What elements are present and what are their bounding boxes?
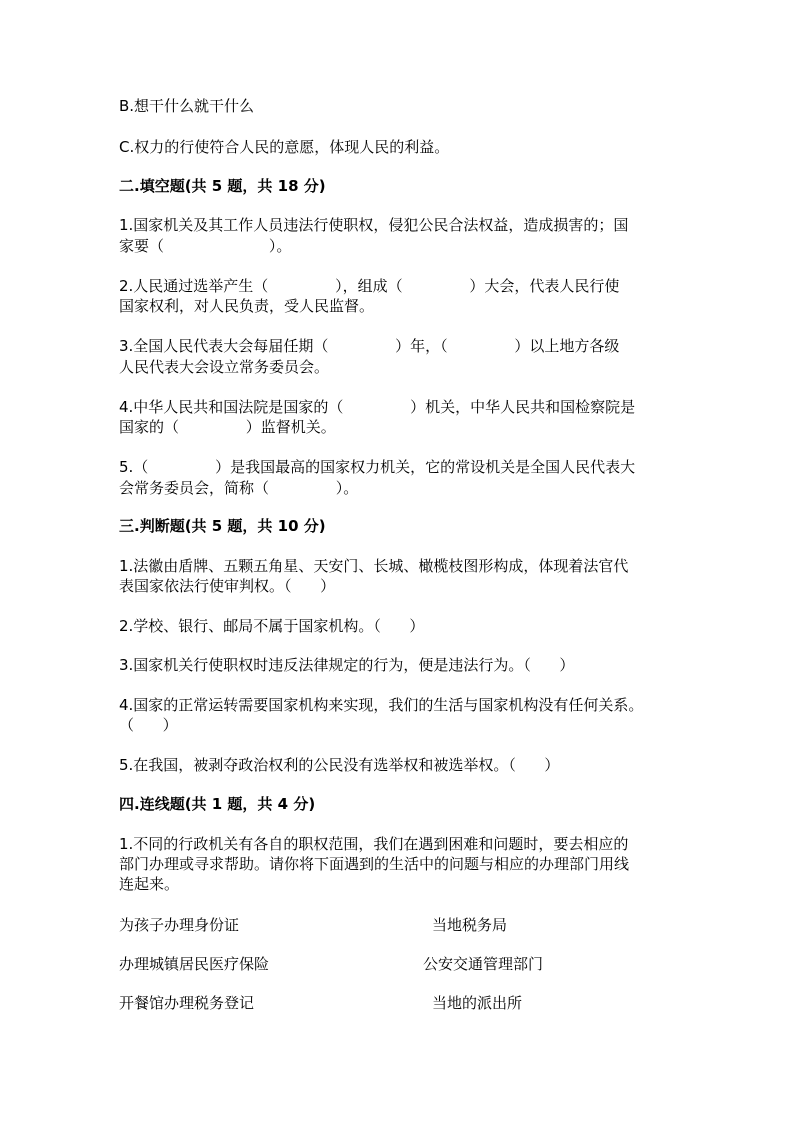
match-q1-line1: 1.不同的行政机关有各自的职权范围，我们在遇到困难和问题时，要去相应的	[119, 835, 629, 853]
fill-q1-line1: 1.国家机关及其工作人员违法行使职权，侵犯公民合法权益，造成损害的；国	[119, 216, 629, 234]
match-section-heading: 四.连线题(共 1 题，共 4 分)	[119, 795, 316, 813]
fill-q5-line1: 5.（ ）是我国最高的国家权力机关，它的常设机关是全国人民代表大	[119, 458, 636, 476]
match-left-item-3: 开餐馆办理税务登记	[119, 994, 255, 1012]
judge-q4-line2: （ ）	[119, 716, 178, 734]
fill-q4-line2: 国家的（ ）监督机关。	[119, 418, 336, 436]
match-q1-line3: 连起来。	[119, 875, 180, 893]
fill-q4-line1: 4.中华人民共和国法院是国家的（ ）机关，中华人民共和国检察院是	[119, 398, 636, 416]
match-left-item-2: 办理城镇居民医疗保险	[119, 955, 270, 973]
choice-option-b: B.想干什么就干什么	[119, 97, 255, 115]
choice-option-c: C.权力的行使符合人民的意愿，体现人民的利益。	[119, 138, 450, 156]
match-right-item-2: 公安交通管理部门	[423, 955, 544, 973]
match-left-item-1: 为孩子办理身份证	[119, 916, 240, 934]
judge-q4-line1: 4.国家的正常运转需要国家机构来实现，我们的生活与国家机构没有任何关系。	[119, 696, 644, 714]
match-right-item-1: 当地税务局	[432, 916, 508, 934]
judge-q5: 5.在我国，被剥夺政治权利的公民没有选举权和被选举权。（ ）	[119, 756, 560, 774]
judge-q1-line2: 表国家依法行使审判权。（ ）	[119, 577, 336, 595]
fill-section-heading: 二.填空题(共 5 题，共 18 分)	[119, 177, 326, 195]
fill-q1-line2: 家要（ ）。	[119, 237, 292, 255]
judge-q3: 3.国家机关行使职权时违反法律规定的行为，便是违法行为。（ ）	[119, 656, 575, 674]
match-right-item-3: 当地的派出所	[432, 994, 523, 1012]
fill-q2-line1: 2.人民通过选举产生（ ），组成（ ）大会，代表人民行使	[119, 277, 620, 295]
judge-q2: 2.学校、银行、邮局不属于国家机构。（ ）	[119, 617, 425, 635]
fill-q5-line2: 会常务委员会，简称（ ）。	[119, 479, 359, 497]
fill-q3-line1: 3.全国人民代表大会每届任期（ ）年，（ ）以上地方各级	[119, 337, 620, 355]
judge-q1-line1: 1.法徽由盾牌、五颗五角星、天安门、长城、橄榄枝图形构成，体现着法官代	[119, 557, 629, 575]
fill-q2-line2: 国家权利，对人民负责，受人民监督。	[119, 297, 375, 315]
fill-q3-line2: 人民代表大会设立常务委员会。	[119, 358, 330, 376]
match-q1-line2: 部门办理或寻求帮助。请你将下面遇到的生活中的问题与相应的办理部门用线	[119, 855, 630, 873]
judge-section-heading: 三.判断题(共 5 题，共 10 分)	[119, 517, 326, 535]
